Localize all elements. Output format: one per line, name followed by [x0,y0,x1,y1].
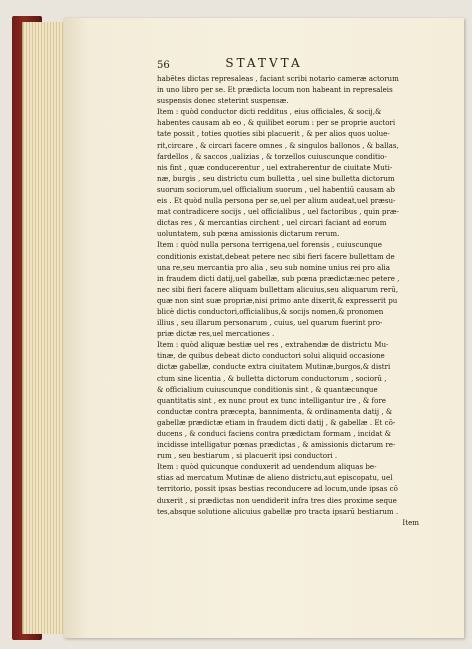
text-line: in fraudem dicti datij,uel gabellæ, sub pœna prædictæ:nec petere , [157,273,400,283]
text-line: incidisse intelligatur pœnas prædictas , & amissionis dictarum re- [157,440,396,450]
text-line: dictæ gabellæ, conducte extra ciuitatem Mutinæ,burgos,& distri [157,362,391,372]
text-line: tate possit , toties quoties sibi placuerit , & per alios quos uolue- [157,129,390,139]
page-edges [22,22,66,634]
text-line: gabellæ prædictæ etiam in fraudem dicti datij , & gabellæ . Et cō- [157,417,396,427]
book [8,16,466,640]
catchword: Item [402,517,419,527]
text-line: rum , seu bestiarum , si placuerit ipsi conductori . [157,451,338,461]
text-line: eis . Et quòd nulla persona per se,uel per alium audeat,uel præsu- [157,196,396,206]
running-head: STATVTA [225,56,303,70]
text-line: blicè dictis conductori,officialibus,& socijs nomen,& pronomen [157,306,384,316]
text-line: tinæ, de quibus debeat dicto conductori solui aliquid occasione [157,351,385,361]
text-line: conductæ contra præcepta, bannimenta, & ordinamenta datij , & [157,406,393,416]
text-line: conditionis existat,debeat petere nec sibi fieri facere bullettam de [157,251,395,261]
text-line: ducens , & conduci faciens contra prædictam formam , incidat & [157,429,391,438]
text-line: Item : quòd aliquæ bestiæ uel res , extrahendæ de districtu Mu- [157,340,389,350]
text-line: duxerit , si prædictas non uendiderit infra tres dies proxime seque [157,495,397,505]
text-line: Item : quòd quicunque conduxerit ad uendendum aliquas be- [157,462,377,472]
text-line: tes,absque solutione alicuius gabellæ pro tracta ipsarū bestiarum . [157,506,399,516]
text-line: nis fint , quæ conducerentur , uel extraherentur de ciuitate Muti- [157,162,393,172]
text-line: quantitatis sint , ex nunc prout ex tunc intelligantur ire , & fore [157,395,386,405]
text-line: habētes dictas represaleas , faciant scribi notario cameræ actorum [157,74,399,83]
text-line: næ, burgis , seu districtu cum bulletta , uel sine bulletta dictorum [157,173,395,183]
page-number: 56 [157,60,170,71]
text-line: ctum sine licentia , & bulletta dictorum conductorum , sociorū , [157,373,387,383]
text-line: suorum sociorum,uel officialium suorum , uel habentiū causam ab [157,184,395,194]
book-page [64,18,464,638]
text-line: territorio, possit ipsas bestias reconducere ad locum,unde ipsas cō [157,484,398,494]
text-line: una re,seu mercantia pro alia , seu sub nomine unius rei pro alia [157,262,390,272]
text-line: illius , seu illarum personarum , cuius, uel quarum fuerint pro- [157,318,383,328]
text-line: priæ dictæ res,uel mercationes . [157,329,275,339]
text-line: fardellos , & saccos ,ualizias , & torzellos cuiuscunque conditio- [157,151,387,161]
text-line: & officialium cuiuscunque conditionis sint , & quantæcunque [157,384,378,394]
text-line: suspensis donec steterint suspensæ. [157,96,289,106]
text-line: in uno libro per se. Et prædicta locum non habeant in represaleis [157,85,393,95]
text-line: Item : quòd nulla persona terrigena,uel forensis , cuiuscunque [157,240,382,250]
text-line: rit,circare , & circari facere omnes , & singulos ballonos , & ballas, [157,140,399,150]
body-text [157,73,419,528]
text-line: nec sibi fieri facere aliquam bullettam alicuius,seu aliquarum rerū, [157,284,399,294]
text-line: habentes causam ab eo , & quilibet eorum : per se proprie auctori [157,118,396,128]
text-line: Item : quòd conductor dicti redditus , eius officiales, & socij,& [157,107,382,117]
text-line: stias ad mercatum Mutinæ de alieno districtu,aut episcopatu, uel [157,473,393,483]
text-line: quæ non sint suæ propriæ,nisi primo ante dixerit,& expresserit pu [157,295,398,305]
text-line: uoluntatem, sub pœna amissionis dictarum rerum. [157,229,340,239]
text-line: mat contradicere socijs , uel officialibus , uel factoribus , quin præ- [157,207,399,217]
text-line: dictas res , & mercantias circhent , uel circari faciant ad eorum [157,218,387,228]
